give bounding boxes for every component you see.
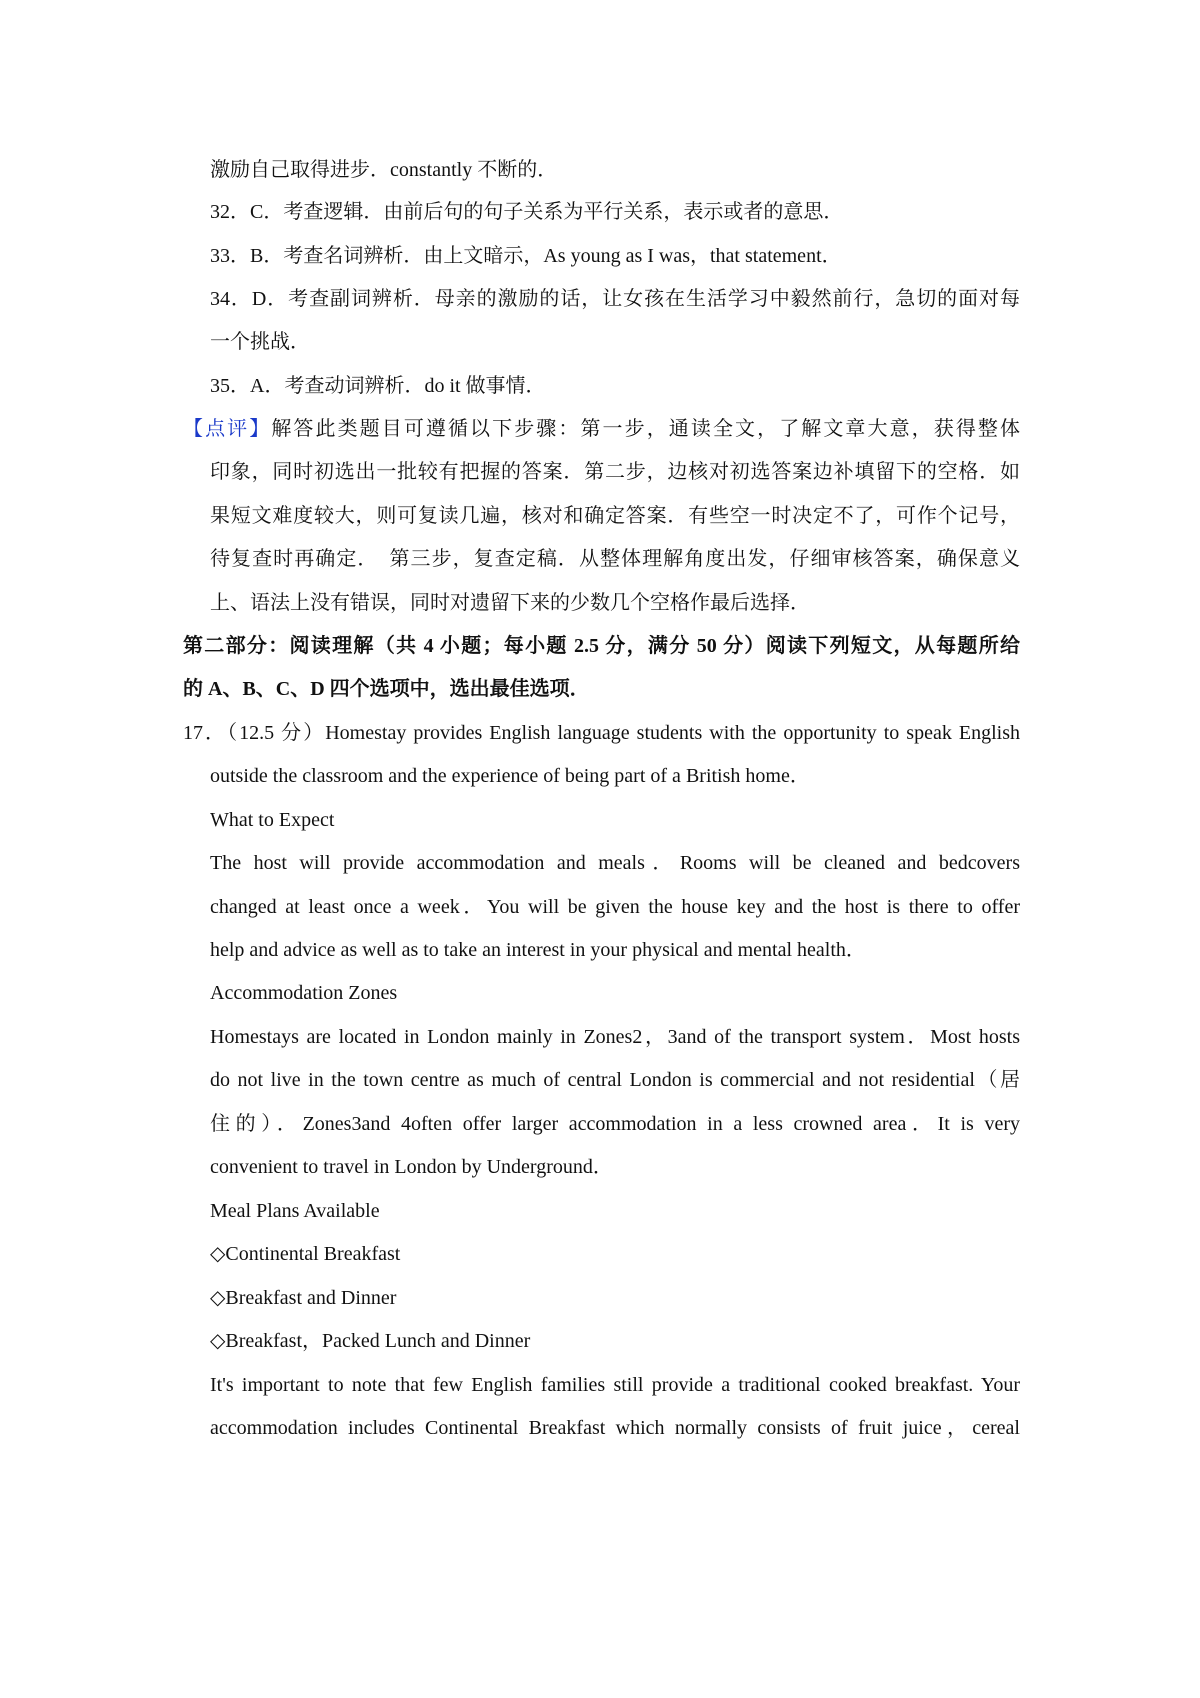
section-heading: 第二部分：阅读理解（共 4 小题；每小题 2.5 分，满分 50 分）阅读下列短文，从每题所给 — [183, 635, 1020, 657]
passage-line: changed at least once a week．You will be given the house key and the host is there to offer — [210, 896, 1020, 918]
text-line: 激励自己取得进步．constantly 不断的． — [210, 159, 558, 181]
section-heading: 的 A、B、C、D 四个选项中，选出最佳选项． — [183, 678, 590, 700]
passage-subheading: Accommodation Zones — [210, 982, 398, 1004]
passage-subheading: Meal Plans Available — [210, 1200, 380, 1222]
comment-text: 解答此类题目可遵循以下步骤：第一步，通读全文，了解文章大意，获得整体 — [271, 418, 1020, 440]
comment-tag: 【点评】 — [183, 418, 272, 440]
question-17-title: 17．（12.5 分）Homestay provides English language students with the opportunity to speak English — [183, 722, 1020, 744]
passage-line: outside the classroom and the experience of being part of a British home． — [210, 765, 810, 787]
passage-line: 住的）．Zones3and 4often offer larger accommodation in a less crowned area．It is very — [210, 1113, 1020, 1135]
answer-34: 34．D．考查副词辨析．母亲的激励的话，让女孩在生活学习中毅然前行，急切的面对每 — [210, 288, 1020, 310]
list-item: ◇Breakfast and Dinner — [210, 1287, 397, 1309]
text-line: 一个挑战． — [210, 331, 310, 353]
passage-line: help and advice as well as to take an interest in your physical and mental health． — [210, 939, 866, 961]
passage-line: convenient to travel in London by Underground． — [210, 1156, 613, 1178]
passage-line: The host will provide accommodation and meals．Rooms will be cleaned and bedcovers — [210, 852, 1020, 874]
answer-33: 33．B．考查名词辨析．由上文暗示，As young as I was，that statement． — [210, 245, 842, 267]
comment-line: 印象，同时初选出一批较有把握的答案．第二步，边核对初选答案边补填留下的空格．如 — [210, 461, 1020, 483]
comment-line: 果短文难度较大，则可复读几遍，核对和确定答案．有些空一时决定不了，可作个记号， — [210, 505, 1020, 527]
comment-line: 待复查时再确定． 第三步，复查定稿．从整体理解角度出发，仔细审核答案，确保意义 — [210, 548, 1020, 570]
answer-35: 35．A．考查动词辨析．do it 做事情． — [210, 375, 546, 397]
comment-line: 上、语法上没有错误，同时对遗留下来的少数几个空格作最后选择． — [210, 592, 810, 614]
comment-paragraph — [183, 415, 1020, 443]
list-item: ◇Breakfast，Packed Lunch and Dinner — [210, 1330, 531, 1352]
passage-subheading: What to Expect — [210, 809, 335, 831]
list-item: ◇Continental Breakfast — [210, 1243, 401, 1265]
passage-line: Homestays are located in London mainly in Zones2，3and of the transport system．Most hosts — [210, 1026, 1020, 1048]
passage-line: do not live in the town centre as much of central London is commercial and not residential（居 — [210, 1069, 1020, 1091]
answer-32: 32．C．考查逻辑．由前后句的句子关系为平行关系，表示或者的意思． — [210, 201, 844, 223]
passage-line: accommodation includes Continental Breakfast which normally consists of fruit juice，cereal — [210, 1417, 1020, 1439]
passage-line: It's important to note that few English families still provide a traditional cooked breakfast. Your — [210, 1374, 1020, 1396]
